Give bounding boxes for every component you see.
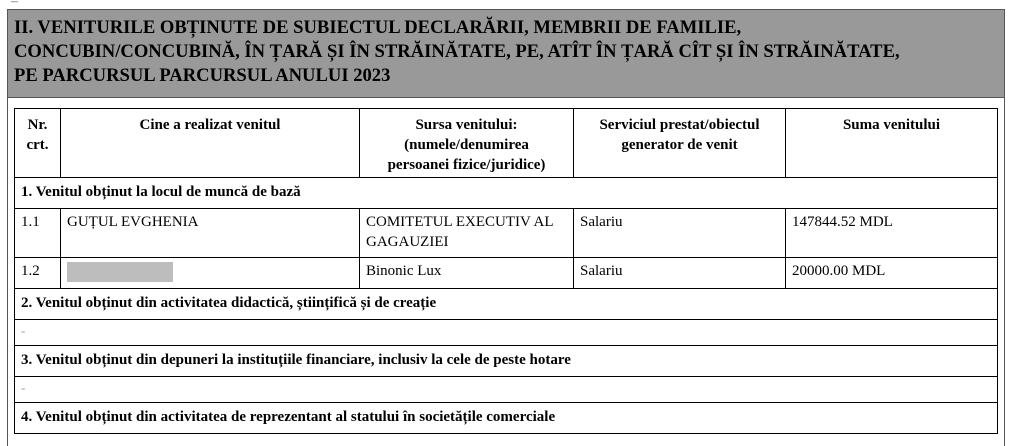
section-title-line-3: PE PARCURSUL PARCURSUL ANULUI 2023 [14,65,391,86]
section-row-title: 4. Venitul obținut din activitatea de reprezentant al statului în societățile comerciale [15,403,998,434]
section-row-4 [15,403,998,434]
header-service-line-2: generator de venit [621,137,738,153]
header-service [574,109,786,178]
cell-source: COMITETUL EXECUTIV AL GAGAUZIEI [360,209,574,258]
cell-nr: 1.2 [15,258,61,289]
section-title [7,9,1005,98]
empty-placeholder: - [15,320,998,346]
income-table [14,108,998,434]
header-source-line-1: Sursa venitului: [415,117,518,133]
empty-row [15,320,998,346]
table-header-row [15,109,998,178]
cell-amount: 20000.00 MDL [786,258,998,289]
section-title-line-2: CONCUBIN/CONCUBINĂ, ÎN ȚARĂ ȘI ÎN STRĂINĂTATE, PE, ATÎT ÎN ȚARĂ CÎT ȘI ÎN STRĂINĂTATE, [14,41,900,62]
header-service-line-1: Serviciul prestat/obiectul [599,117,760,133]
table-row [15,258,998,289]
section-row-title: 3. Venitul obținut din depuneri la instituțiile financiare, inclusiv la cele de peste hotare [15,346,998,377]
header-source [360,109,574,178]
section-row-2 [15,289,998,320]
table-row [15,209,998,258]
cell-service: Salariu [574,209,786,258]
section-row-title: 1. Venitul obținut la locul de muncă de bază [15,178,998,209]
header-source-line-2: (numele/denumirea [404,137,529,153]
header-amount: Suma venitului [786,109,998,178]
section-row-title: 2. Venitul obținut din activitatea didactică, științifică și de creație [15,289,998,320]
empty-row [15,377,998,403]
section-title-line-1: II. VENITURILE OBȚINUTE DE SUBIECTUL DECLARĂRII, MEMBRII DE FAMILIE, [14,17,742,38]
cell-service: Salariu [574,258,786,289]
cell-source: Binonic Lux [360,258,574,289]
header-nr: Nr. crt. [15,109,61,178]
header-source-line-3: persoanei fizice/juridice) [387,157,546,173]
cell-who: GUȚUL EVGHENIA [61,209,360,258]
top-mark: – [11,0,18,9]
cell-who [61,258,360,289]
section-row-3 [15,346,998,377]
empty-placeholder: - [15,377,998,403]
cell-nr: 1.1 [15,209,61,258]
section-row-1 [15,178,998,209]
cell-amount: 147844.52 MDL [786,209,998,258]
header-who: Cine a realizat venitul [61,109,360,178]
redacted-name-block [67,262,173,282]
